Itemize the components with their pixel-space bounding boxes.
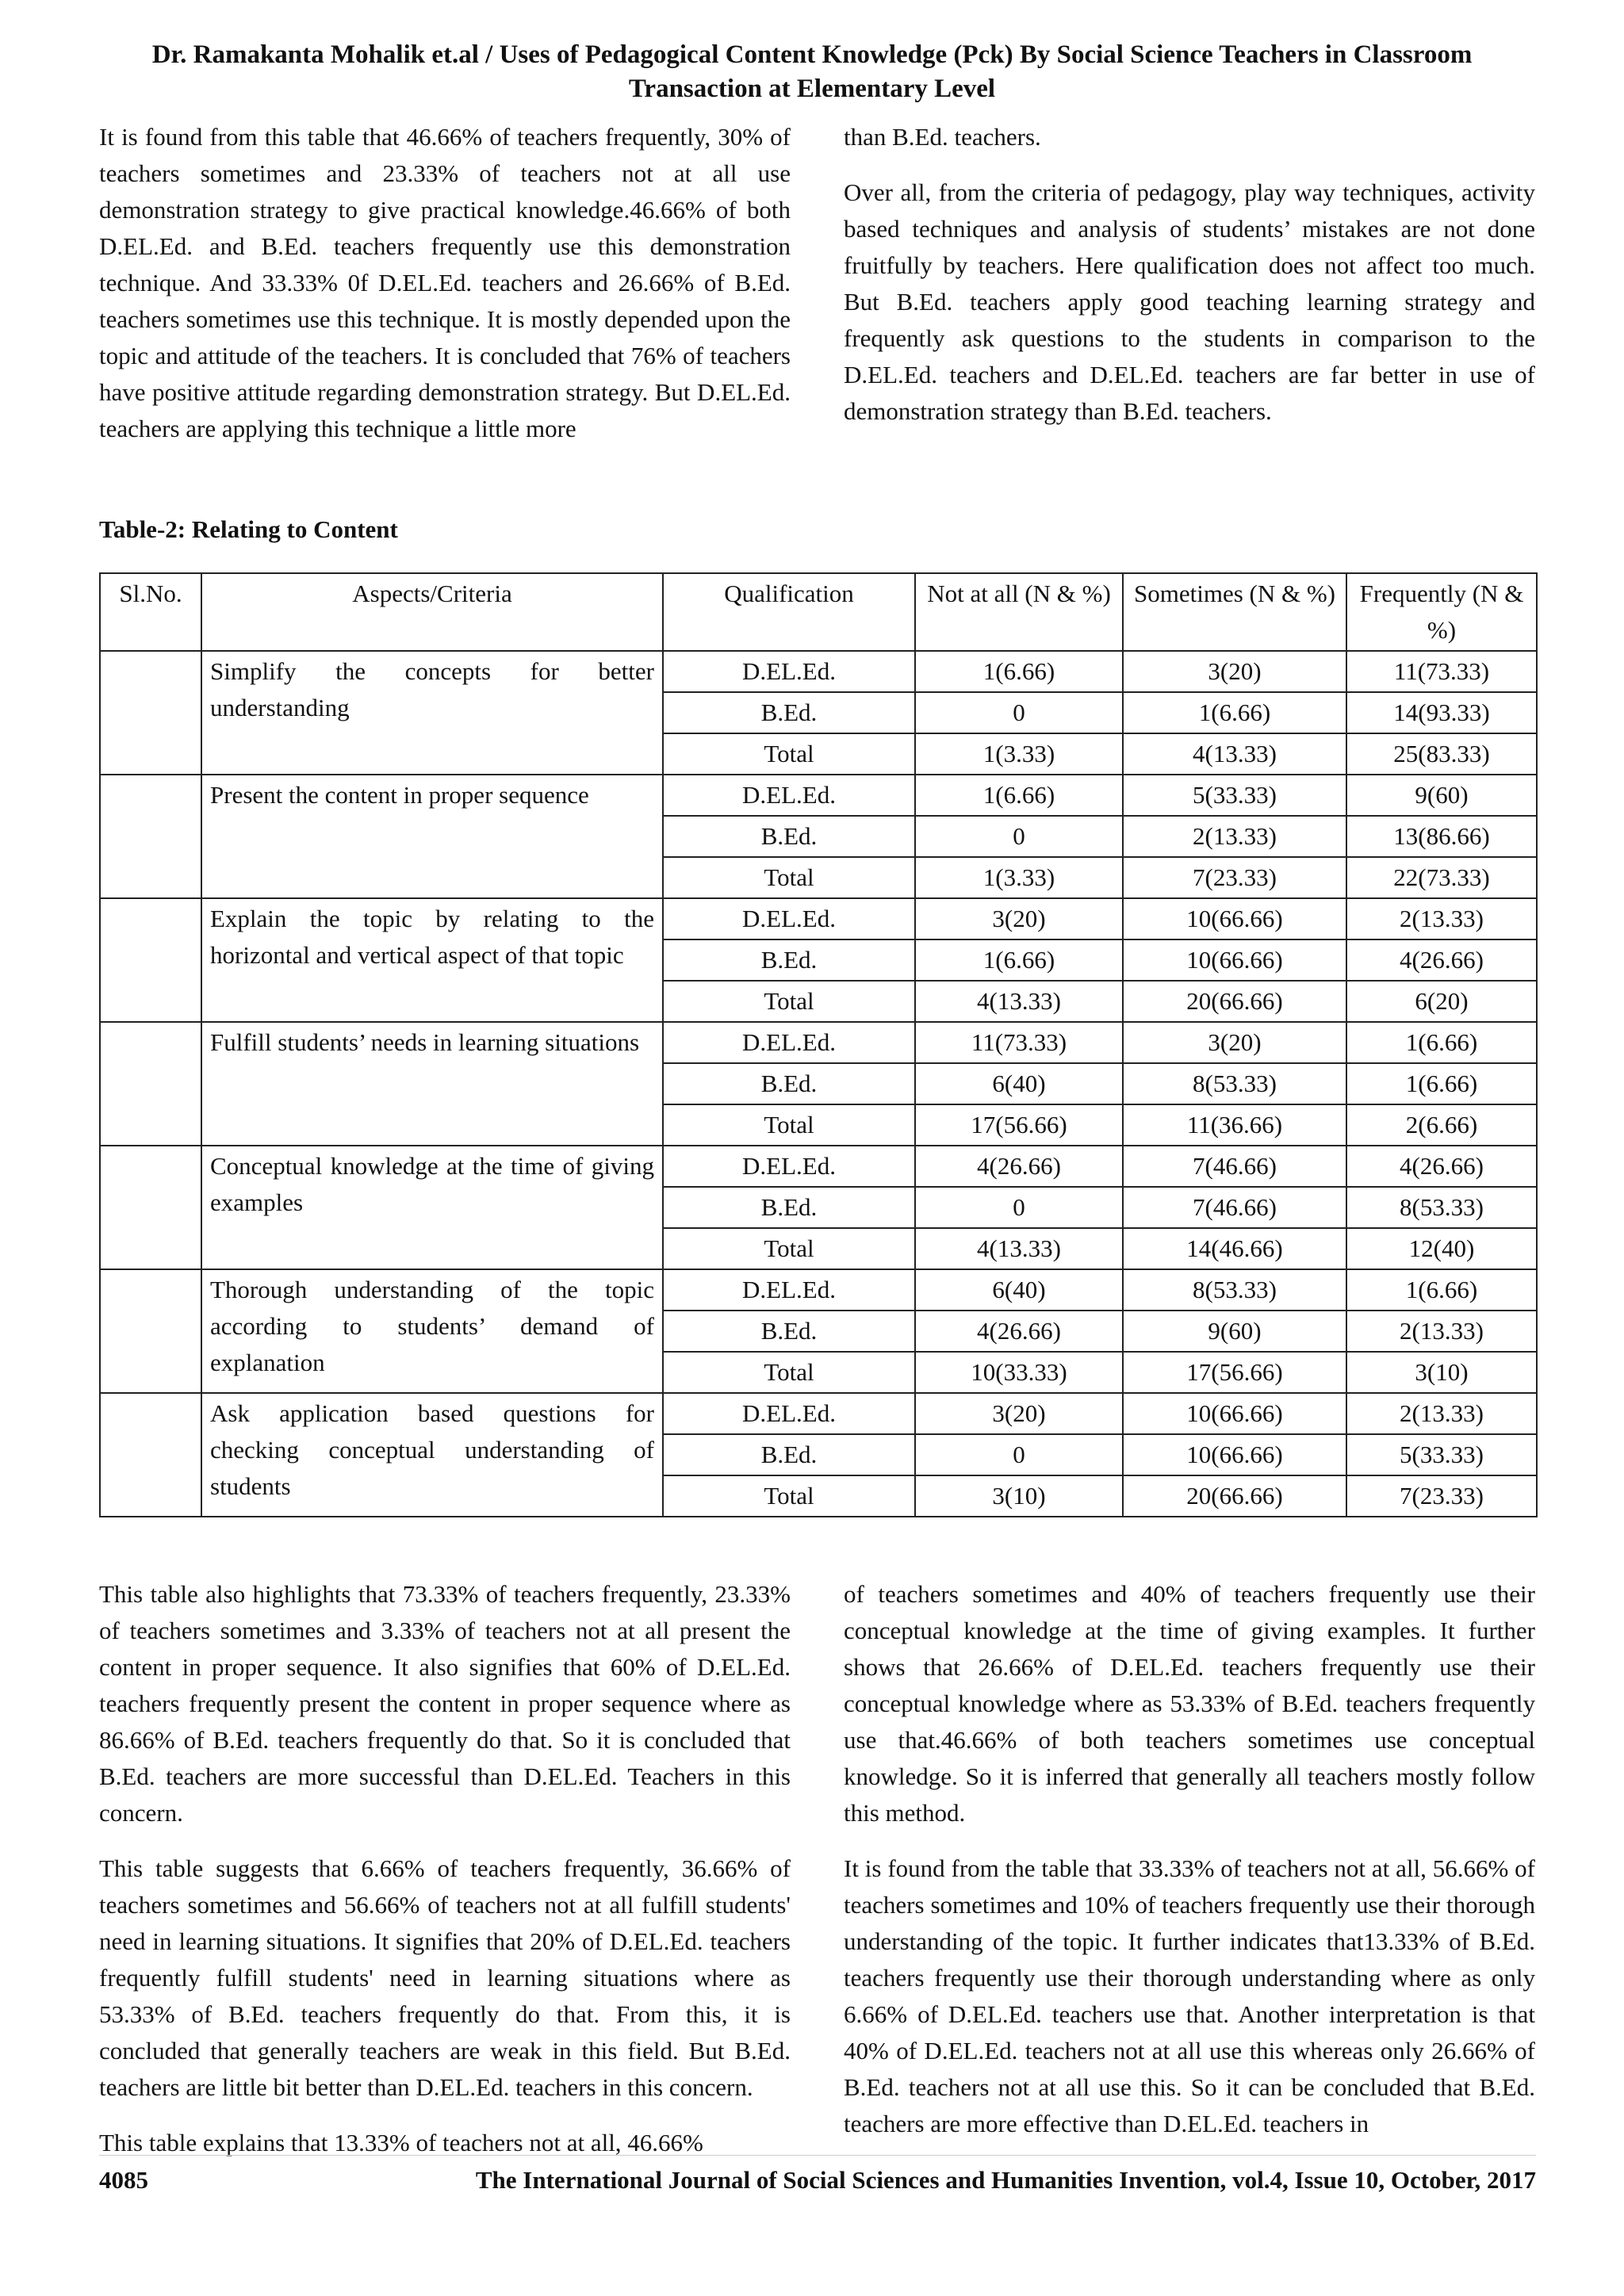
frequently-cell: 2(13.33) (1346, 898, 1537, 939)
not-at-all-cell: 1(6.66) (915, 775, 1123, 816)
qualification-cell: Total (663, 1352, 915, 1393)
sl-no-cell (100, 1146, 201, 1269)
frequently-cell: 22(73.33) (1346, 857, 1537, 898)
header-sometimes: Sometimes (N & %) (1123, 573, 1346, 651)
not-at-all-cell: 4(26.66) (915, 1311, 1123, 1352)
sometimes-cell: 10(66.66) (1123, 898, 1346, 939)
frequently-cell: 5(33.33) (1346, 1434, 1537, 1475)
frequently-cell: 14(93.33) (1346, 692, 1537, 733)
table-body (100, 651, 1537, 1517)
table-row (100, 775, 1537, 816)
running-header (0, 38, 1624, 106)
paragraph: This table explains that 13.33% of teachers not at all, 46.66% (99, 2129, 703, 2156)
sometimes-cell: 14(46.66) (1123, 1228, 1346, 1269)
sometimes-cell: 3(20) (1123, 1022, 1346, 1063)
header-line-2: Transaction at Elementary Level (628, 75, 996, 103)
table-row (100, 898, 1537, 939)
sometimes-cell: 1(6.66) (1123, 692, 1346, 733)
not-at-all-cell: 6(40) (915, 1063, 1123, 1104)
sometimes-cell: 2(13.33) (1123, 816, 1346, 857)
header-not-at-all: Not at all (N & %) (915, 573, 1123, 651)
qualification-cell: D.EL.Ed. (663, 1393, 915, 1434)
sometimes-cell: 7(23.33) (1123, 857, 1346, 898)
table-row (100, 1146, 1537, 1187)
qualification-cell: Total (663, 733, 915, 775)
qualification-cell: D.EL.Ed. (663, 775, 915, 816)
header-frequently: Frequently (N & %) (1346, 573, 1537, 651)
sometimes-cell: 10(66.66) (1123, 1434, 1346, 1475)
footer-divider (99, 2155, 1536, 2156)
frequently-cell: 2(6.66) (1346, 1104, 1537, 1146)
not-at-all-cell: 1(3.33) (915, 733, 1123, 775)
sometimes-cell: 11(36.66) (1123, 1104, 1346, 1146)
aspect-cell: Ask application based questions for checking conceptual understanding of students (201, 1393, 663, 1517)
aspect-cell: Fulfill students’ needs in learning situations (201, 1022, 663, 1146)
frequently-cell: 3(10) (1346, 1352, 1537, 1393)
qualification-cell: B.Ed. (663, 816, 915, 857)
sl-no-cell (100, 898, 201, 1022)
header-aspects: Aspects/Criteria (201, 573, 663, 651)
table-row (100, 1269, 1537, 1311)
sometimes-cell: 17(56.66) (1123, 1352, 1346, 1393)
frequently-cell: 12(40) (1346, 1228, 1537, 1269)
paragraph: This table also highlights that 73.33% of teachers frequently, 23.33% of teachers sometimes and 3.33% of teachers not at all present the content in proper sequence. It also signifies that 60% of D.EL.Ed. teachers frequently present the content in proper sequence where as 86.66% of B.Ed. teachers frequently do that. So it is concluded that B.Ed. teachers are more successful than D.EL.Ed. Teachers in this concern. (99, 1580, 791, 1827)
header-qualification: Qualification (663, 573, 915, 651)
table-row (100, 1022, 1537, 1063)
sometimes-cell: 9(60) (1123, 1311, 1346, 1352)
not-at-all-cell: 11(73.33) (915, 1022, 1123, 1063)
sl-no-cell (100, 1393, 201, 1517)
sl-no-cell (100, 1022, 201, 1146)
sl-no-cell (100, 651, 201, 775)
qualification-cell: D.EL.Ed. (663, 1269, 915, 1311)
not-at-all-cell: 17(56.66) (915, 1104, 1123, 1146)
qualification-cell: B.Ed. (663, 939, 915, 981)
qualification-cell: Total (663, 857, 915, 898)
not-at-all-cell: 1(6.66) (915, 651, 1123, 692)
not-at-all-cell: 0 (915, 1434, 1123, 1475)
not-at-all-cell: 0 (915, 1187, 1123, 1228)
not-at-all-cell: 0 (915, 816, 1123, 857)
qualification-cell: B.Ed. (663, 1063, 915, 1104)
not-at-all-cell: 0 (915, 692, 1123, 733)
qualification-cell: B.Ed. (663, 692, 915, 733)
qualification-cell: D.EL.Ed. (663, 898, 915, 939)
qualification-cell: Total (663, 1228, 915, 1269)
page-number: 4085 (99, 2166, 148, 2194)
qualification-cell: D.EL.Ed. (663, 1146, 915, 1187)
table-header-row (100, 573, 1537, 651)
paragraph: of teachers sometimes and 40% of teachers frequently use their conceptual knowledge at the time of giving examples. It further shows that 26.66% of D.EL.Ed. teachers frequently use their conceptual knowledge where as 53.33% of B.Ed. teachers frequently use that.46.66% of both teachers sometimes use conceptual knowledge. So it is inferred that generally all teachers mostly follow this method. (844, 1580, 1535, 1827)
header-sl-no: Sl.No. (100, 573, 201, 651)
frequently-cell: 8(53.33) (1346, 1187, 1537, 1228)
aspect-cell: Thorough understanding of the topic according to students’ demand of explanation (201, 1269, 663, 1393)
journal-citation: The International Journal of Social Sciences and Humanities Invention, vol.4, Issue 10, October, 2017 (475, 2166, 1536, 2194)
qualification-cell: B.Ed. (663, 1311, 915, 1352)
sometimes-cell: 10(66.66) (1123, 1393, 1346, 1434)
bottom-left-column (99, 1576, 791, 2180)
header-line-1: Dr. Ramakanta Mohalik et.al / Uses of Pedagogical Content Knowledge (Pck) By Social Science Teachers in Classroom (151, 40, 1473, 69)
sometimes-cell: 8(53.33) (1123, 1063, 1346, 1104)
sometimes-cell: 8(53.33) (1123, 1269, 1346, 1311)
aspect-cell: Present the content in proper sequence (201, 775, 663, 898)
sometimes-cell: 3(20) (1123, 651, 1346, 692)
aspect-cell: Explain the topic by relating to the horizontal and vertical aspect of that topic (201, 898, 663, 1022)
frequently-cell: 13(86.66) (1346, 816, 1537, 857)
paragraph: It is found from the table that 33.33% of teachers not at all, 56.66% of teachers sometimes and 10% of teachers frequently use their thorough understanding of the topic. It further indicates that13.33% of B.Ed. teachers frequently use their thorough understanding where as only 6.66% of D.EL.Ed. teachers use that. Another interpretation is that 40% of D.EL.Ed. teachers not at all use this whereas only 26.66% of B.Ed. teachers not at all use this. So it can be concluded that B.Ed. teachers are more effective than D.EL.Ed. teachers in (844, 1854, 1535, 2137)
not-at-all-cell: 1(6.66) (915, 939, 1123, 981)
not-at-all-cell: 4(26.66) (915, 1146, 1123, 1187)
sometimes-cell: 5(33.33) (1123, 775, 1346, 816)
sometimes-cell: 4(13.33) (1123, 733, 1346, 775)
sl-no-cell (100, 775, 201, 898)
frequently-cell: 1(6.66) (1346, 1063, 1537, 1104)
bottom-right-column (844, 1576, 1535, 2161)
not-at-all-cell: 6(40) (915, 1269, 1123, 1311)
qualification-cell: B.Ed. (663, 1434, 915, 1475)
sometimes-cell: 7(46.66) (1123, 1187, 1346, 1228)
sometimes-cell: 10(66.66) (1123, 939, 1346, 981)
qualification-cell: Total (663, 1104, 915, 1146)
not-at-all-cell: 1(3.33) (915, 857, 1123, 898)
qualification-cell: D.EL.Ed. (663, 651, 915, 692)
frequently-cell: 4(26.66) (1346, 939, 1537, 981)
not-at-all-cell: 10(33.33) (915, 1352, 1123, 1393)
sometimes-cell: 7(46.66) (1123, 1146, 1346, 1187)
qualification-cell: B.Ed. (663, 1187, 915, 1228)
aspect-cell: Conceptual knowledge at the time of giving examples (201, 1146, 663, 1269)
frequently-cell: 1(6.66) (1346, 1269, 1537, 1311)
not-at-all-cell: 4(13.33) (915, 981, 1123, 1022)
table-row (100, 1393, 1537, 1434)
frequently-cell: 9(60) (1346, 775, 1537, 816)
qualification-cell: Total (663, 981, 915, 1022)
paragraph: This table suggests that 6.66% of teachers frequently, 36.66% of teachers sometimes and 56.66% of teachers not at all fulfill students' need in learning situations. It signifies that 20% of D.EL.Ed. teachers frequently fulfill students' need in learning situations where as 53.33% of B.Ed. teachers frequently do that. From this, it is concluded that generally teachers are weak in this field. But B.Ed. teachers are little bit better than D.EL.Ed. teachers in this concern. (99, 1854, 791, 2101)
frequently-cell: 4(26.66) (1346, 1146, 1537, 1187)
frequently-cell: 7(23.33) (1346, 1475, 1537, 1517)
qualification-cell: D.EL.Ed. (663, 1022, 915, 1063)
frequently-cell: 11(73.33) (1346, 651, 1537, 692)
table-caption: Table-2: Relating to Content (99, 515, 398, 543)
sometimes-cell: 20(66.66) (1123, 981, 1346, 1022)
aspect-cell: Simplify the concepts for better understanding (201, 651, 663, 775)
frequently-cell: 2(13.33) (1346, 1311, 1537, 1352)
not-at-all-cell: 3(10) (915, 1475, 1123, 1517)
frequently-cell: 2(13.33) (1346, 1393, 1537, 1434)
table-row (100, 651, 1537, 692)
not-at-all-cell: 4(13.33) (915, 1228, 1123, 1269)
not-at-all-cell: 3(20) (915, 898, 1123, 939)
top-right-column (844, 119, 1535, 449)
frequently-cell: 1(6.66) (1346, 1022, 1537, 1063)
paragraph: than B.Ed. teachers. (844, 123, 1041, 151)
sl-no-cell (100, 1269, 201, 1393)
qualification-cell: Total (663, 1475, 915, 1517)
top-left-column (99, 119, 791, 466)
sometimes-cell: 20(66.66) (1123, 1475, 1346, 1517)
not-at-all-cell: 3(20) (915, 1393, 1123, 1434)
content-table (99, 572, 1538, 1517)
frequently-cell: 25(83.33) (1346, 733, 1537, 775)
paragraph: Over all, from the criteria of pedagogy, play way techniques, activity based techniques and analysis of students’ mistakes are not done fruitfully by teachers. Here qualification does not affect too much. But B.Ed. teachers apply good teaching learning strategy and frequently ask questions to the students in comparison to the D.EL.Ed. teachers and D.EL.Ed. teachers are far better in use of demonstration strategy than B.Ed. teachers. (844, 178, 1535, 425)
frequently-cell: 6(20) (1346, 981, 1537, 1022)
paragraph: It is found from this table that 46.66% of teachers frequently, 30% of teachers sometimes and 23.33% of teachers not at all use demonstration strategy to give practical knowledge.46.66% of both D.EL.Ed. and B.Ed. teachers frequently use this demonstration technique. And 33.33% 0f D.EL.Ed. teachers and 26.66% of B.Ed. teachers sometimes use this technique. It is mostly depended upon the topic and attitude of the teachers. It is concluded that 76% of teachers have positive attitude regarding demonstration strategy. But D.EL.Ed. teachers are applying this technique a little more (99, 123, 791, 442)
